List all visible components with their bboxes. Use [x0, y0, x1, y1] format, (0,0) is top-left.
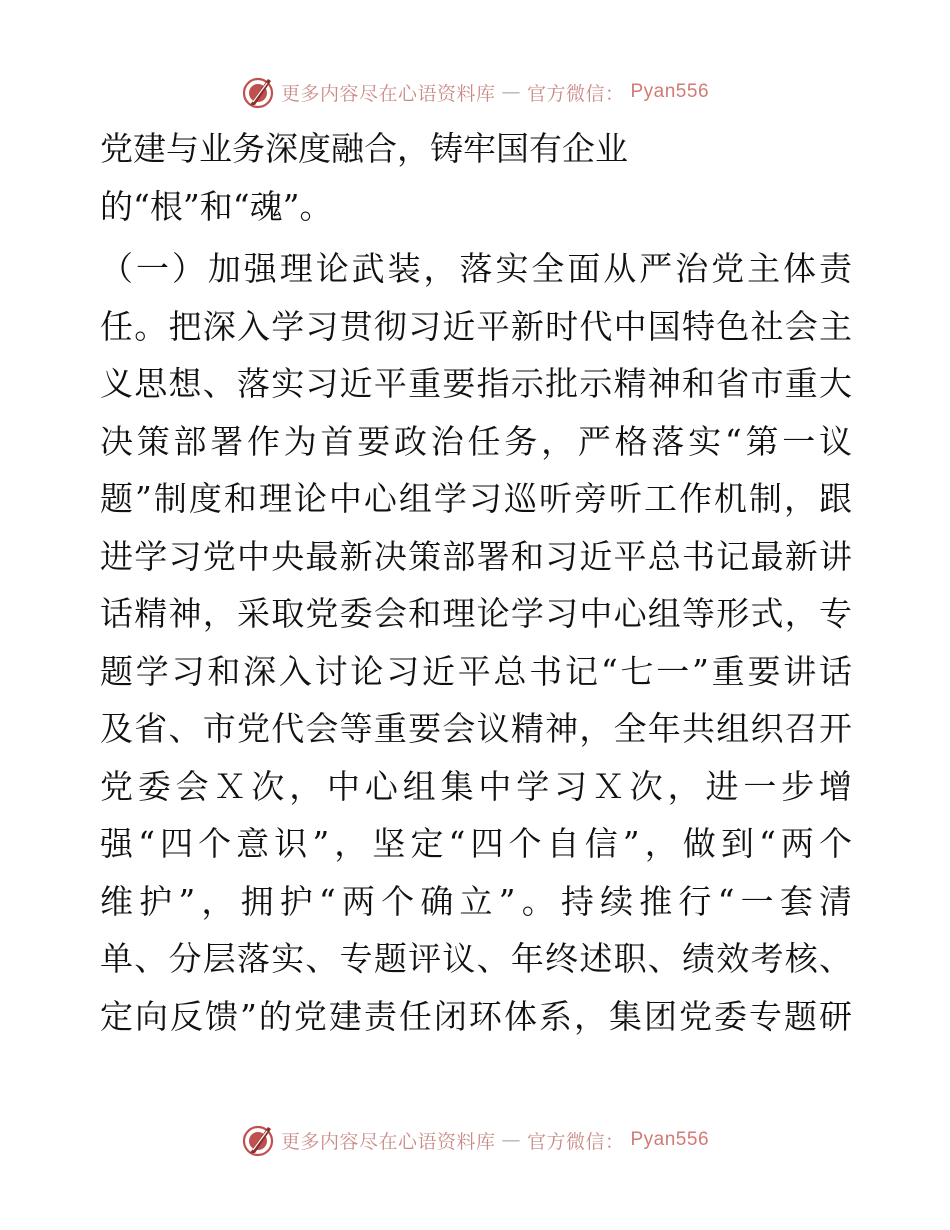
watermark-main-text: 更多内容尽在心语资料库 — [280, 1130, 496, 1153]
text-line: 任。把深入学习贯彻习近平新时代中国特色社会主 — [100, 306, 852, 346]
text-line: 维护”，拥护“两个确立”。持续推行“一套清 — [100, 881, 852, 921]
section-heading-line: （一）加强理论武装，落实全面从严治党主体责 — [100, 249, 852, 288]
text-line: 进学习党中央最新决策部署和习近平总书记最新讲 — [100, 536, 852, 576]
text-line: 党建与业务深度融合，铸牢国有企业 — [100, 129, 628, 168]
watermark-wechat-id: Pyan556 — [630, 81, 710, 102]
text-line: 题学习和深入讨论习近平总书记“七一”重要讲话 — [100, 651, 852, 691]
header-watermark — [0, 72, 950, 112]
text-line: 及省、市党代会等重要会议精神，全年共组织召开 — [100, 709, 852, 748]
watermark-main-text: 更多内容尽在心语资料库 — [280, 82, 496, 105]
document-body — [100, 120, 852, 1045]
quill-pen-logo-icon — [241, 75, 275, 109]
quill-pen-logo-icon — [241, 1123, 275, 1157]
watermark-wechat-id: Pyan556 — [630, 1129, 710, 1150]
text-line: 单、分层落实、专题评议、年终述职、绩效考核、 — [100, 939, 852, 978]
footer-watermark — [0, 1120, 950, 1160]
watermark-label: 官方微信： — [526, 82, 625, 105]
text-line: 党委会Ｘ次，中心组集中学习Ｘ次，进一步增 — [100, 766, 852, 806]
text-line: 题”制度和理论中心组学习巡听旁听工作机制，跟 — [100, 479, 852, 518]
text-line: 话精神，采取党委会和理论学习中心组等形式，专 — [100, 594, 852, 633]
text-line: 决策部署作为首要政治任务，严格落实“第一议 — [100, 421, 852, 461]
watermark-dash: — — [501, 81, 521, 103]
text-line: 强“四个意识”，坚定“四个自信”，做到“两个 — [100, 824, 852, 863]
watermark-dash: — — [501, 1129, 521, 1151]
text-line: 定向反馈”的党建责任闭环体系，集团党委专题研 — [100, 996, 852, 1036]
text-line: 义思想、落实习近平重要指示批示精神和省市重大 — [100, 364, 852, 403]
text-line: 的“根”和“魂”。 — [100, 186, 333, 226]
watermark-label: 官方微信： — [526, 1130, 625, 1153]
